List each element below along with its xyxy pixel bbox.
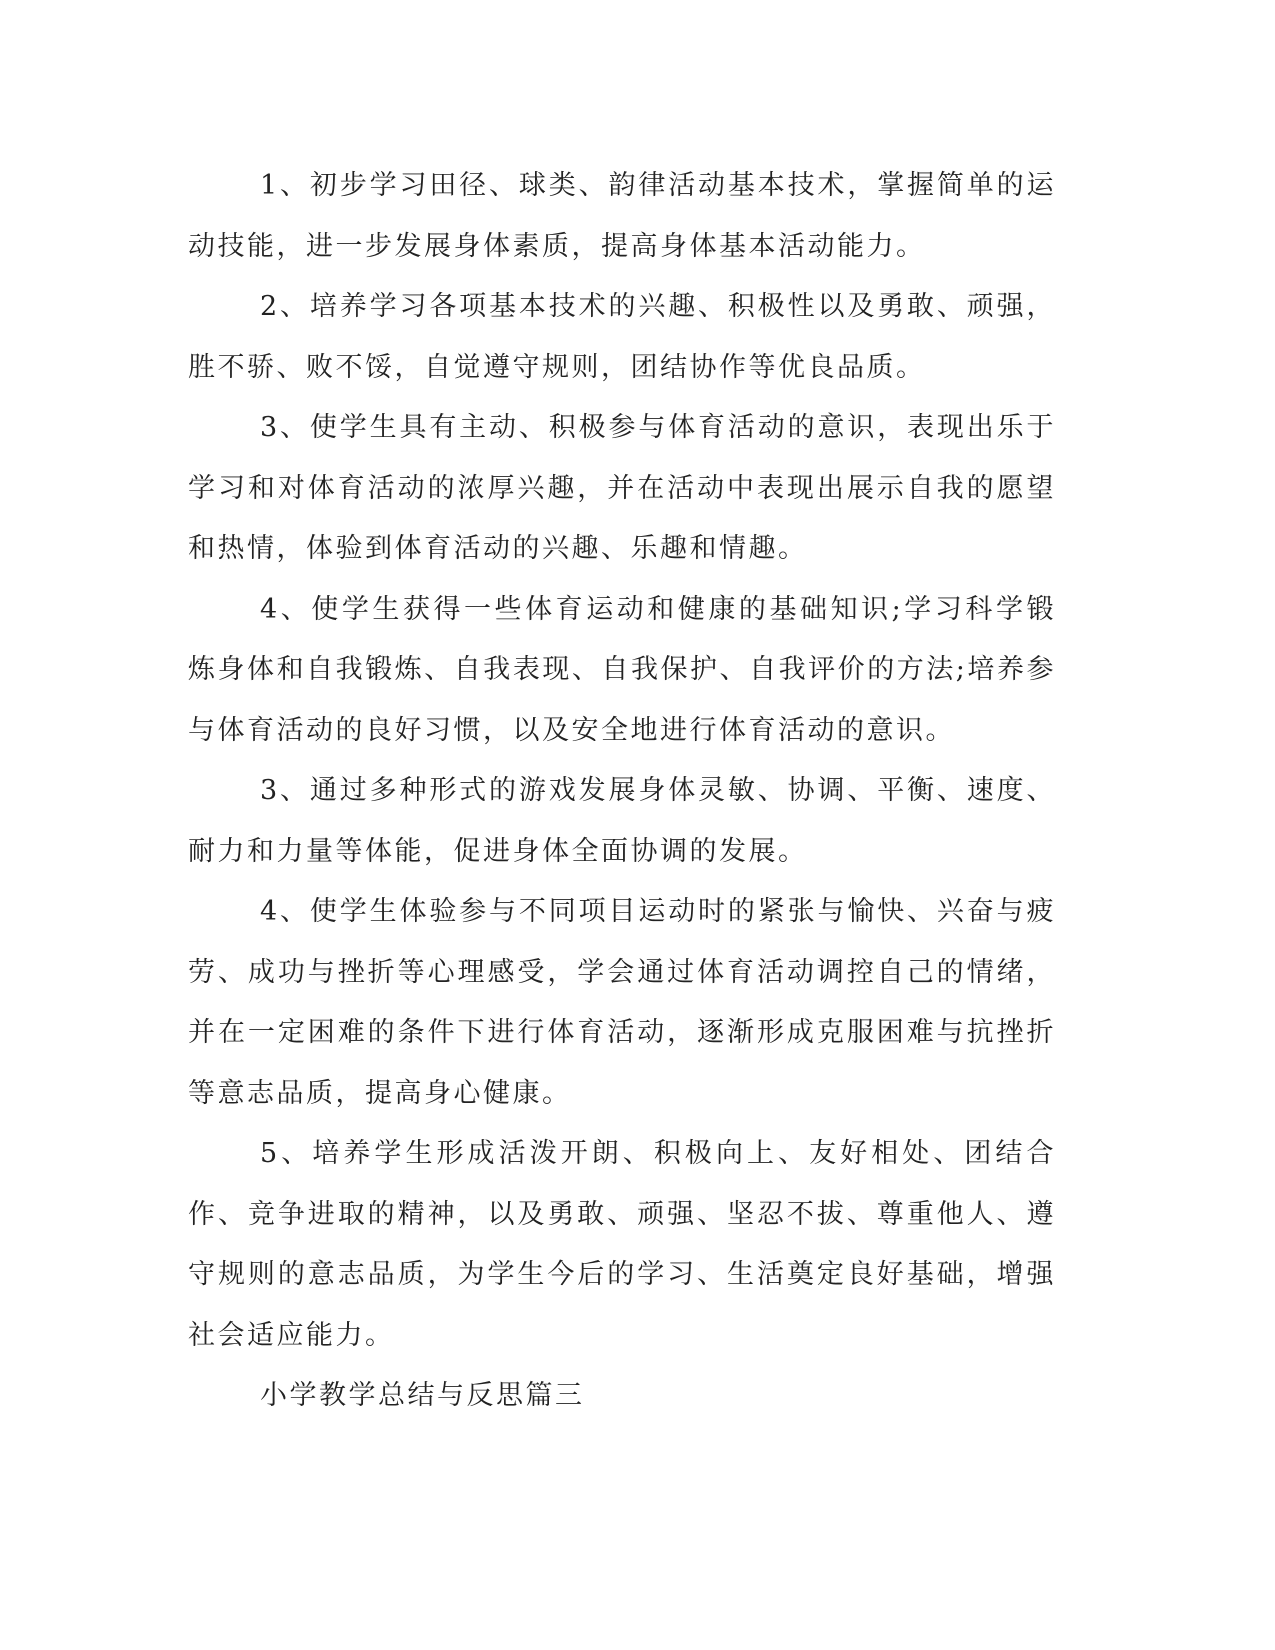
paragraph-goal-2: 2、培养学习各项基本技术的兴趣、积极性以及勇敢、顽强，胜不骄、败不馁，自觉遵守规则，团结协作等优良品质。 [188, 291, 1056, 383]
paragraph-goal-4b: 4、使学生体验参与不同项目运动时的紧张与愉快、兴奋与疲劳、成功与挫折等心理感受，学会通过体育活动调控自己的情绪，并在一定困难的条件下进行体育活动，逐渐形成克服困难与抗挫折等意志品质，提高身心健康。 [188, 896, 1056, 1109]
paragraph-goal-1: 1、初步学习田径、球类、韵律活动基本技术，掌握简单的运动技能，进一步发展身体素质，提高身体基本活动能力。 [188, 170, 1056, 262]
section-heading: 小学教学总结与反思篇三 [260, 1380, 585, 1411]
document-body [188, 156, 1056, 1427]
paragraph-goal-3: 3、使学生具有主动、积极参与体育活动的意识，表现出乐于学习和对体育活动的浓厚兴趣，并在活动中表现出展示自我的愿望和热情，体验到体育活动的兴趣、乐趣和情趣。 [188, 412, 1056, 564]
paragraph-goal-3b: 3、通过多种形式的游戏发展身体灵敏、协调、平衡、速度、耐力和力量等体能，促进身体全面协调的发展。 [188, 775, 1056, 867]
paragraph-goal-5: 5、培养学生形成活泼开朗、积极向上、友好相处、团结合作、竞争进取的精神，以及勇敢、顽强、坚忍不拔、尊重他人、遵守规则的意志品质，为学生今后的学习、生活奠定良好基础，增强社会适应能力。 [188, 1138, 1056, 1351]
paragraph-goal-4: 4、使学生获得一些体育运动和健康的基础知识;学习科学锻炼身体和自我锻炼、自我表现、自我保护、自我评价的方法;培养参与体育活动的良好习惯，以及安全地进行体育活动的意识。 [188, 593, 1056, 746]
